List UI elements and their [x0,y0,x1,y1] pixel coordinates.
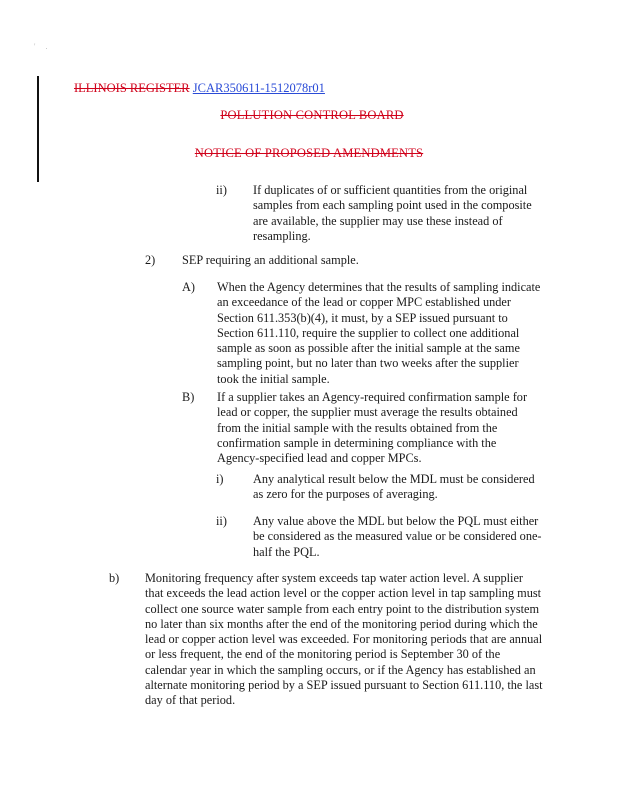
paragraph-ii-pql: Any value above the MDL but below the PQL must either be considered as the measured value or be considered one-half the PQL. [253,514,542,559]
item-label-ii: ii) [216,183,227,197]
paragraph-ii-duplicates: If duplicates of or sufficient quantities from the original samples from each sampling point used in the composite are available, the supplier may use these instead of resampling. [253,183,532,243]
revision-bar [37,76,39,182]
notice-heading: NOTICE OF PROPOSED AMENDMENTS [194,146,424,160]
scan-artifact: ' . [34,42,52,51]
register-struck: ILLINOIS REGISTER [74,81,190,95]
item-label-ii-pql: ii) [216,514,227,528]
register-header [74,81,325,96]
item-label-A: A) [182,280,195,294]
register-inserted: JCAR350611-1512078r01 [192,81,325,95]
board-heading: POLLUTION CONTROL BOARD [220,108,404,122]
paragraph-2-heading: SEP requiring an additional sample. [182,253,359,267]
item-label-i: i) [216,472,224,486]
paragraph-b-monitoring: Monitoring frequency after system exceeds tap water action level. A supplier that exceeds the lead action level or the copper action level in tap sampling must collect one source water sample from each entry point to the distribution system no later than six months after the end of the monitoring period during which the lead or copper action level was exceeded. For monitoring periods that are annual or less frequent, the end of the monitoring period is September 30 of the calendar year in which the sampling occurs, or if the Agency has established an alternate monitoring period by a SEP issued pursuant to Section 611.110, the last day of that period. [145,571,543,708]
paragraph-i-averaging: Any analytical result below the MDL must be considered as zero for the purposes of averaging. [253,472,535,502]
paragraph-B: If a supplier takes an Agency-required confirmation sample for lead or copper, the supplier must average the results obtained from the initial sample with the results obtained from the confirmation sample in determining compliance with the Agency-specified lead and copper MPCs. [217,390,528,466]
item-label-b: b) [109,571,120,585]
item-label-2: 2) [145,253,156,267]
paragraph-A: When the Agency determines that the results of sampling indicate an exceedance of the lead or copper MPC established under Section 611.353(b)(4), it must, by a SEP issued pursuant to Section 611.110, require the supplier to collect one additional sample as soon as possible after the initial sample at the same sampling point, but no later than two weeks after the supplier took the initial sample. [217,280,541,386]
item-label-B: B) [182,390,195,404]
